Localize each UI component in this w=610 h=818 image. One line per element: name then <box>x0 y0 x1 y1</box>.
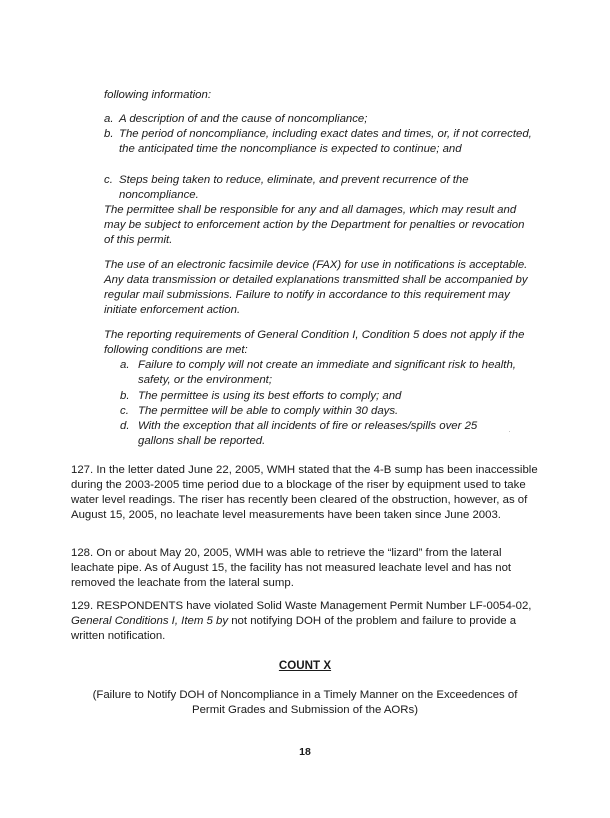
paragraph-128: 128. On or about May 20, 2005, WMH was able to retrieve the “lizard” from the lateral leachate pipe. As of August 15, the facility has not measured leachate level and has not removed the leachate from the lateral sump. <box>71 547 512 589</box>
list1-item-a-text: A description of and the cause of noncompliance; <box>119 113 368 125</box>
list1-item-b-text: The period of noncompliance, including exact dates and times, or, if not corrected, the anticipated time the noncompliance is expected to continue; and <box>119 128 532 155</box>
reporting-paragraph: The reporting requirements of General Condition I, Condition 5 does not apply if the following conditions are met: <box>104 329 525 356</box>
list1-item-c <box>104 173 532 203</box>
list2-item-c <box>120 404 525 419</box>
paragraph-129-text-end: not notifying DOH of the problem and failure to provide a written notification. <box>71 615 517 642</box>
list2-item-b-text: The permittee is using its best efforts to comply; and <box>138 390 402 402</box>
list2-item-d-text: With the exception that all incidents of fire or releases/spills over 25 gallons shall be reported. <box>138 420 478 447</box>
count-heading-row <box>0 656 610 674</box>
responsibility-paragraph: The permittee shall be responsible for any and all damages, which may result and may be subject to enforcement action by the Department for penalties or revocation of this permit. <box>104 204 525 246</box>
list2-item-a-text: Failure to comply will not create an immediate and significant risk to health, safety, or the environment; <box>138 359 516 386</box>
list2-item-c-label: c. <box>120 405 129 417</box>
intro-text: following information: <box>104 89 211 101</box>
paragraph-129 <box>71 599 543 644</box>
fax-paragraph: The use of an electronic facsimile device (FAX) for use in notifications is acceptable. Any data transmission or detailed explanations transmitted shall be accompanied by regular mail submissions. Failure to notify in accordance to this requirement may initiate enforcement action. <box>104 259 528 316</box>
list1-item-b-label: b. <box>104 128 114 140</box>
list1-item-c-text: Steps being taken to reduce, eliminate, and prevent recurrence of the noncompliance. <box>119 174 469 201</box>
scan-speck: · <box>508 426 511 436</box>
list2-item-d-label: d. <box>120 420 130 432</box>
list1-item-b <box>104 127 532 157</box>
paragraph-129-text: 129. RESPONDENTS have violated Solid Waste Management Permit Number LF-0054-02, <box>71 600 532 612</box>
list2-item-d <box>120 419 490 449</box>
list2-item-a <box>120 358 525 388</box>
list2-item-c-text: The permittee will be able to comply within 30 days. <box>138 405 399 417</box>
paragraph-129-citation: General Conditions I, Item 5 by <box>71 615 229 627</box>
list2-item-a-label: a. <box>120 359 130 371</box>
list1-item-c-label: c. <box>104 174 113 186</box>
list1-item-a <box>104 112 534 127</box>
page-number: 18 <box>299 746 311 758</box>
list2-item-b <box>120 389 525 404</box>
count-subtitle: (Failure to Notify DOH of Noncompliance in a Timely Manner on the Exceedences of Permit Grades and Submission of the AORs) <box>92 689 518 716</box>
list1-item-a-label: a. <box>104 113 114 125</box>
list2-item-b-label: b. <box>120 390 130 402</box>
count-heading: COUNT X <box>278 659 332 672</box>
paragraph-127: 127. In the letter dated June 22, 2005, WMH stated that the 4-B sump has been inaccessible during the 2003-2005 time period due to a blockage of the riser by equipment used to take water level readings. The riser has recently been cleared of the obstruction, however, as of August 15, 2005, no leachate level measurements have been taken since June 2003. <box>71 464 538 521</box>
page-number-row <box>0 742 610 760</box>
